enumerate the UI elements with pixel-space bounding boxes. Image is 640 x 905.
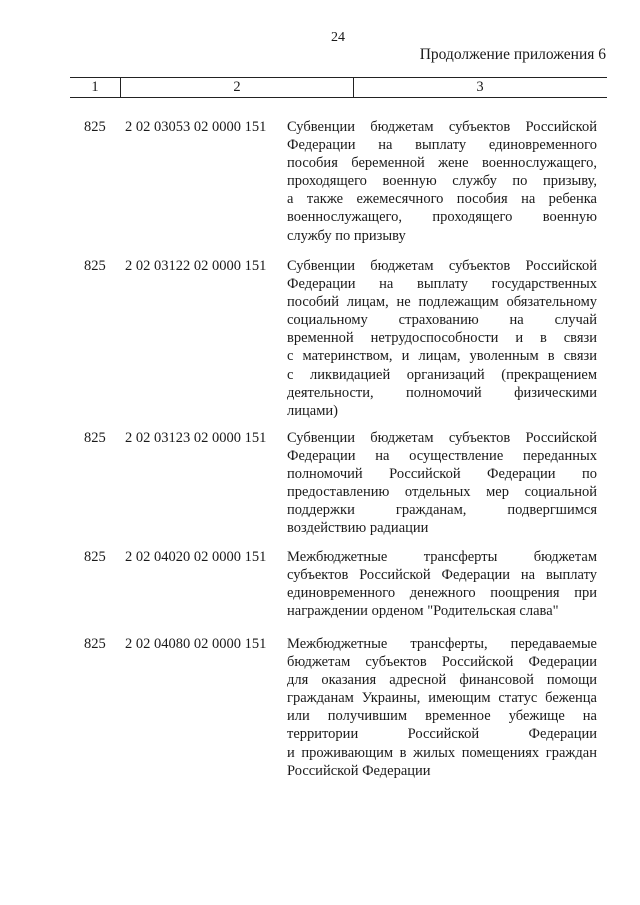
budget-classification-code: 2 02 03123 02 0000 151 <box>125 430 267 446</box>
description-line: Субвенции бюджетам субъектов Российской <box>287 119 597 135</box>
description-line: Федерации на выплату государственных <box>287 276 597 293</box>
description-line: с материнством, и лицам, уволенным в связи <box>287 348 597 365</box>
admin-code: 825 <box>84 549 106 565</box>
description-line: единовременного денежного поощрения при <box>287 585 597 602</box>
revenue-description <box>287 118 597 245</box>
description-line: воздействию радиации <box>287 520 429 537</box>
budget-classification-code: 2 02 03122 02 0000 151 <box>125 258 267 274</box>
admin-code: 825 <box>84 430 106 446</box>
description-line: территории Российской Федерации <box>287 726 597 743</box>
admin-code: 825 <box>84 636 106 652</box>
description-line: социальному страхованию на случай <box>287 312 597 329</box>
description-line: бюджетам субъектов Российской Федерации <box>287 654 597 671</box>
description-line: а также ежемесячного пособия на ребенка <box>287 191 597 208</box>
table-header <box>70 77 607 98</box>
revenue-description <box>287 635 597 780</box>
description-line: с ликвидацией организаций (прекращением <box>287 366 597 383</box>
budget-classification-code: 2 02 04020 02 0000 151 <box>125 549 267 565</box>
description-line: Межбюджетные трансферты, передаваемые <box>287 636 597 652</box>
header-col-1: 1 <box>91 79 99 95</box>
description-line: Российской Федерации <box>287 762 431 779</box>
admin-code: 825 <box>84 119 106 135</box>
description-line: Федерации на выплату единовременного <box>287 137 597 154</box>
description-line: Субвенции бюджетам субъектов Российской <box>287 430 597 446</box>
revenue-description <box>287 548 597 620</box>
description-line: или получившим временное убежище на <box>287 708 597 725</box>
description-line: для оказания адресной финансовой помощи <box>287 672 597 689</box>
description-line: гражданам Украины, имеющим статус беженца <box>287 690 597 707</box>
admin-code: 825 <box>84 258 106 274</box>
description-line: предоставлению отдельных мер социальной <box>287 484 597 501</box>
description-line: Федерации на осуществление переданных <box>287 448 597 465</box>
revenue-description <box>287 257 597 420</box>
page-number: 24 <box>331 30 345 45</box>
description-line: Межбюджетные трансферты бюджетам <box>287 549 597 565</box>
description-line: награждении орденом "Родительская слава" <box>287 603 559 620</box>
description-line: поддержки гражданам, подвергшимся <box>287 502 597 519</box>
description-line: и проживающим в жилых помещениях граждан <box>287 744 597 761</box>
description-line: Субвенции бюджетам субъектов Российской <box>287 258 597 274</box>
budget-classification-code: 2 02 03053 02 0000 151 <box>125 119 267 135</box>
description-line: полномочий Российской Федерации по <box>287 466 597 483</box>
header-col-3: 3 <box>476 79 484 95</box>
description-line: субъектов Российской Федерации на выплату <box>287 567 597 584</box>
header-col-2: 2 <box>120 78 354 97</box>
revenue-description <box>287 429 597 538</box>
description-line: военнослужащего, проходящего военную <box>287 209 597 226</box>
description-line: временной нетрудоспособности и в связи <box>287 330 597 347</box>
description-line: деятельности, полномочий физическими <box>287 384 597 401</box>
description-line: пособий лицам, не подлежащим обязательному <box>287 294 597 311</box>
description-line: проходящего военную службу по призыву, <box>287 173 597 190</box>
description-line: лицами) <box>287 402 338 419</box>
budget-classification-code: 2 02 04080 02 0000 151 <box>125 636 267 652</box>
description-line: службу по призыву <box>287 227 406 244</box>
continuation-title: Продолжение приложения 6 <box>419 46 606 63</box>
description-line: пособия беременной жене военнослужащего, <box>287 155 597 172</box>
